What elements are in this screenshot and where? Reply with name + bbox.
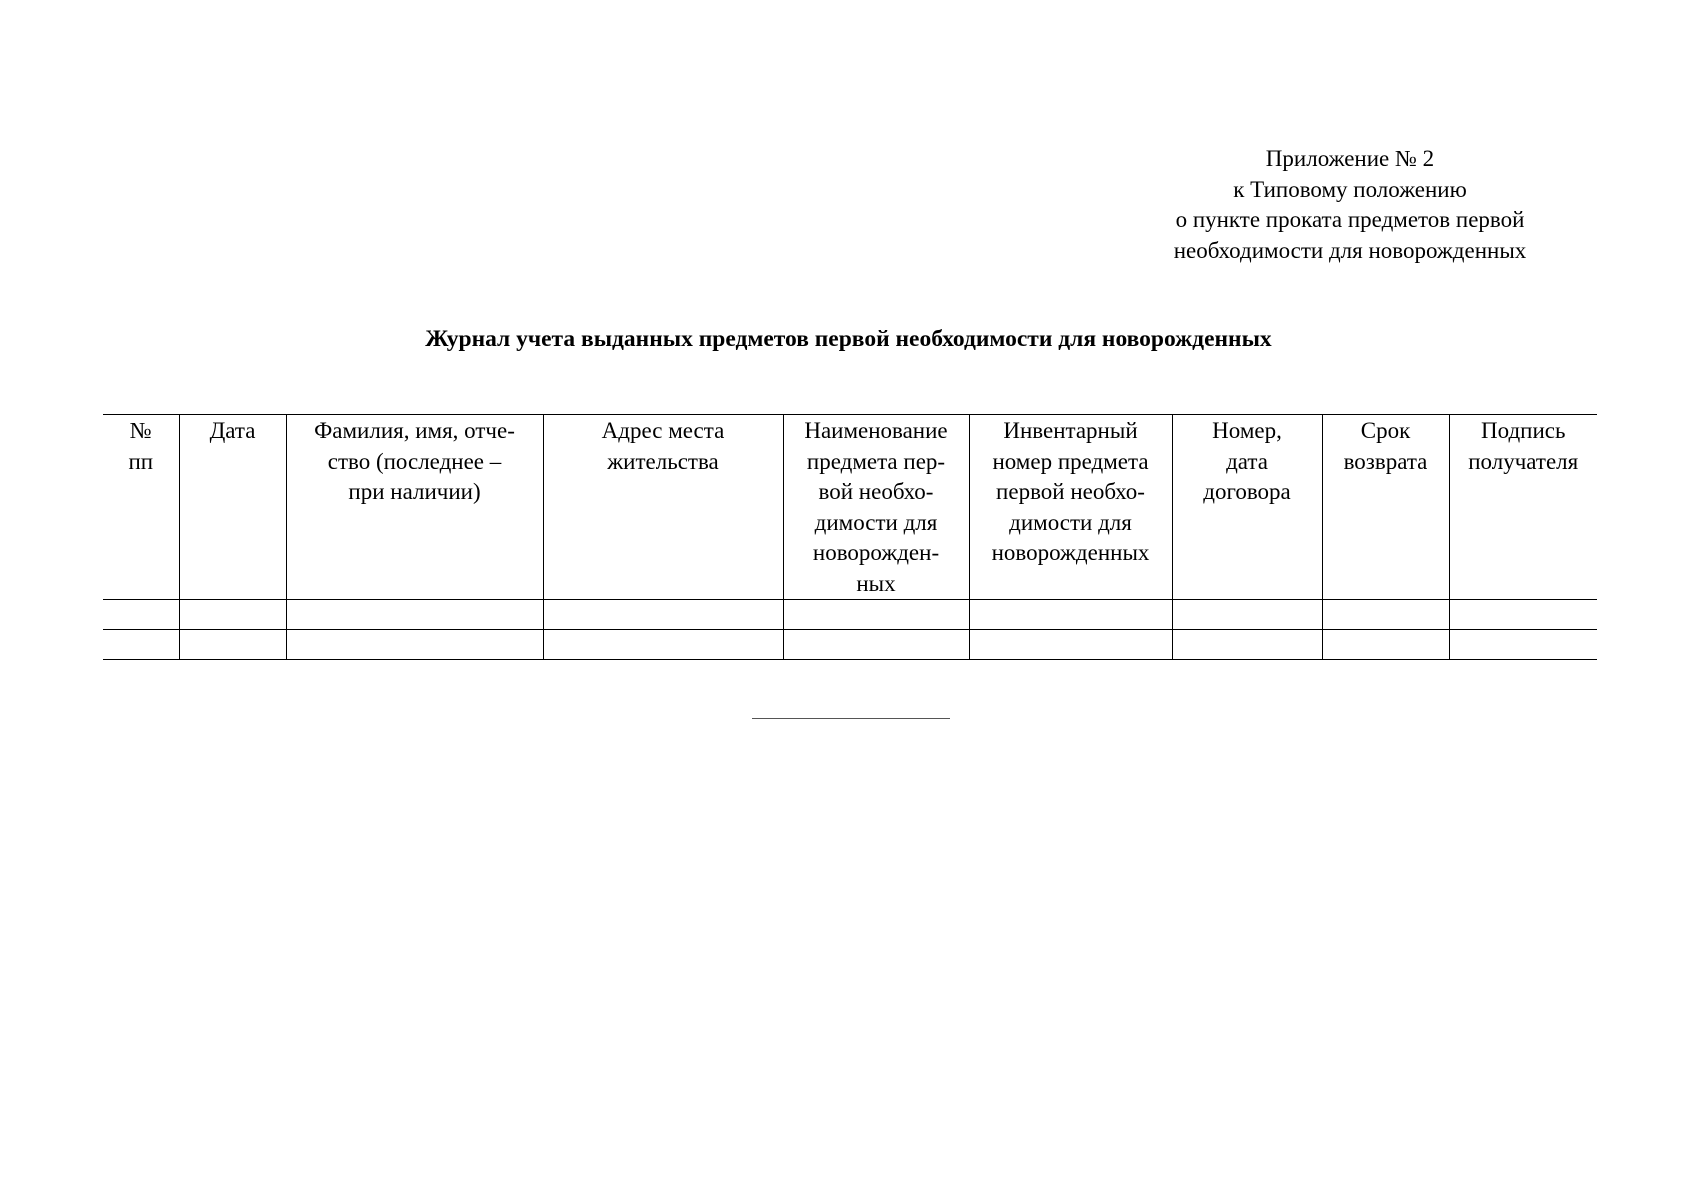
column-header-inventory-number (969, 415, 1172, 600)
table-header-row (103, 415, 1597, 600)
table-cell (783, 630, 969, 660)
header-line: первой необхо- (996, 479, 1145, 504)
header-line: № (129, 418, 152, 443)
header-line: ство (последнее – (327, 448, 502, 474)
table-cell (179, 630, 286, 660)
table-cell (103, 630, 179, 660)
table-cell (179, 600, 286, 630)
header-line: пп (128, 448, 154, 474)
table-cell (103, 600, 179, 630)
header-line: получателя (1468, 448, 1579, 474)
column-header-signature (1449, 415, 1597, 600)
appendix-note (1140, 144, 1560, 266)
header-line: ных (856, 570, 896, 596)
column-header-address (543, 415, 783, 600)
header-line: Наименование (804, 418, 948, 443)
header-line: Дата (209, 418, 256, 443)
header-line: димости для (814, 509, 938, 535)
table-cell (969, 600, 1172, 630)
header-line: Номер, (1212, 418, 1282, 443)
footnote-separator-line (752, 718, 950, 719)
column-header-number (103, 415, 179, 600)
header-line: номер предмета (992, 448, 1149, 474)
header-line: договора (1203, 479, 1291, 504)
appendix-line: к Типовому положению (1233, 176, 1467, 202)
header-line: новорожденных (991, 540, 1150, 565)
table-cell (1449, 600, 1597, 630)
table-cell (543, 630, 783, 660)
appendix-line: Приложение № 2 (1265, 146, 1435, 171)
header-line: возврата (1343, 448, 1428, 474)
header-line: при наличии) (348, 479, 481, 504)
appendix-line: о пункте проката предметов первой (1175, 207, 1525, 232)
column-header-item-name (783, 415, 969, 600)
journal-table (103, 414, 1597, 660)
header-line: димости для (1009, 509, 1132, 535)
header-line: Адрес места (601, 418, 725, 443)
appendix-line: необходимости для новорожденных (1173, 237, 1527, 263)
header-line: Фамилия, имя, отче- (314, 418, 515, 443)
column-header-return-date (1322, 415, 1449, 600)
header-line: предмета пер- (806, 448, 946, 474)
table-cell (783, 600, 969, 630)
column-header-date (179, 415, 286, 600)
table-cell (1322, 600, 1449, 630)
table-row (103, 600, 1597, 630)
table-cell (969, 630, 1172, 660)
table-cell (286, 600, 543, 630)
header-line: дата (1226, 448, 1268, 474)
table-cell (286, 630, 543, 660)
table-cell (1449, 630, 1597, 660)
column-header-contract (1172, 415, 1322, 600)
column-header-full-name (286, 415, 543, 600)
header-line: Срок (1360, 418, 1411, 443)
header-line: Подпись (1481, 418, 1566, 443)
table-cell (1172, 630, 1322, 660)
journal-title: Журнал учета выданных предметов первой необходимости для новорожденных (425, 326, 1272, 352)
header-line: Инвентарный (1003, 418, 1138, 443)
table-cell (543, 600, 783, 630)
table-cell (1322, 630, 1449, 660)
table-row (103, 630, 1597, 660)
header-line: жительства (607, 448, 719, 474)
table-cell (1172, 600, 1322, 630)
header-line: вой необхо- (818, 479, 934, 504)
header-line: новорожден- (812, 540, 940, 565)
